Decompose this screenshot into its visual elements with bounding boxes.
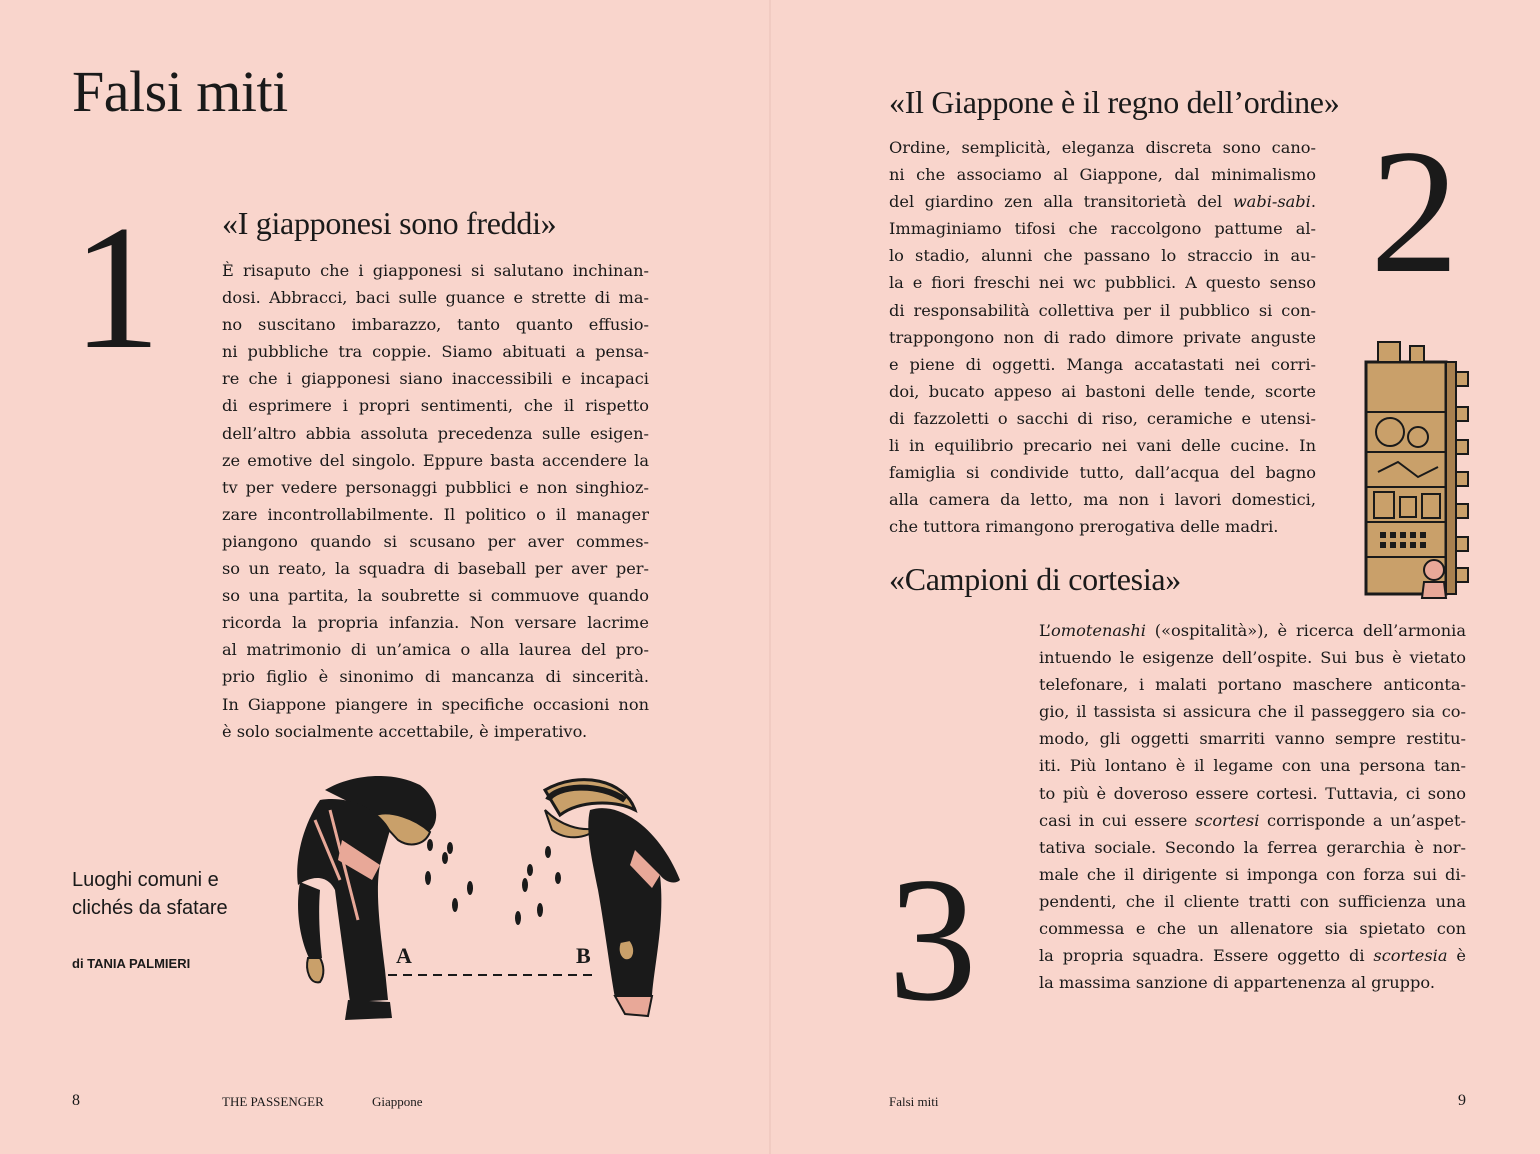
- body-line: so una partita, la soubrette si commuove quando: [222, 586, 649, 606]
- body-line: ni che associamo al Giappone, dal minimalismo: [889, 165, 1316, 185]
- point-a-label: A: [396, 943, 412, 968]
- body-line: Immaginiamo tifosi che raccolgono pattume al-: [889, 219, 1316, 239]
- article-subtitle: [72, 866, 228, 922]
- body-line: gio, il tassista si assicura che il passeggero sia co-: [1039, 702, 1466, 722]
- body-line: intuendo le esigenze dell’ospite. Sui bus è vietato: [1039, 648, 1466, 668]
- body-line: lo stadio, alunni che passano lo straccio in au-: [889, 246, 1316, 266]
- section-heading-2: «Il Giappone è il regno dell’ordine»: [889, 84, 1340, 120]
- body-line: la propria squadra. Essere oggetto di scortesia è: [1039, 946, 1466, 966]
- body-line: ni pubbliche tra coppie. Siamo abituati a pensa-: [222, 342, 649, 362]
- subtitle-line-1: Luoghi comuni e: [72, 869, 219, 891]
- body-line: L’omotenashi («ospitalità»), è ricerca dell’armonia: [1039, 621, 1466, 640]
- section-number-3: 3: [888, 840, 977, 1038]
- body-line: ricorda la propria infanzia. Non versare lacrime: [222, 613, 649, 633]
- body-line: male che il dirigente si imponga con forza sui di-: [1039, 864, 1466, 884]
- body-line: so un reato, la squadra di baseball per aver per-: [222, 559, 649, 579]
- body-line: ze emotive del singolo. Eppure basta accendere la: [222, 450, 649, 470]
- body-line: iti. Più lontano è il legame con una persona tan-: [1039, 756, 1466, 776]
- body-line: telefonare, i malati portano maschere anticonta-: [1039, 675, 1466, 695]
- body-line: la massima sanzione di appartenenza al gruppo.: [1039, 973, 1436, 993]
- body-line: di esprimere i propri sentimenti, che il rispetto: [222, 396, 649, 416]
- body-line: tv per vedere personaggi pubblici e non singhioz-: [222, 477, 649, 497]
- section-heading-1: «I giapponesi sono freddi»: [222, 205, 557, 241]
- body-line: no suscitano imbarazzo, tanto quanto effusio-: [222, 315, 649, 335]
- body-line: del giardino zen alla transitorietà del wabi-sabi.: [889, 192, 1316, 212]
- body-line: casi in cui essere scortesi corrisponde a un’aspet-: [1039, 810, 1466, 830]
- body-line: che tuttora rimangono prerogativa delle madri.: [889, 517, 1279, 537]
- magazine-name: THE PASSENGER: [222, 1094, 324, 1109]
- body-line: modo, gli oggetti smarriti vanno sempre restitu-: [1039, 729, 1466, 749]
- body-line: tativa sociale. Secondo la ferrea gerarchia è nor-: [1039, 837, 1466, 857]
- body-line: alla camera da letto, ma non i lavori domestici,: [889, 490, 1316, 510]
- body-line: di responsabilità collettiva per il pubblico si con-: [889, 300, 1316, 320]
- page-title: Falsi miti: [72, 59, 288, 124]
- bowing-woman-figure: [545, 780, 680, 1016]
- tear-drops: [425, 839, 561, 925]
- page-number-right: 9: [1458, 1092, 1466, 1109]
- body-line: la e fiori freschi nei wc pubblici. A questo senso: [889, 273, 1316, 293]
- body-line: è solo socialmente accettabile, è imperativo.: [222, 721, 588, 741]
- issue-name: Giappone: [372, 1094, 423, 1109]
- cluttered-cabinet-illustration: [1348, 332, 1478, 604]
- body-line: piangono quando si scusano per aver commes-: [222, 531, 649, 551]
- body-line: In Giappone piangere in specifiche occasioni non: [222, 694, 649, 714]
- bowing-figures-illustration: [280, 770, 710, 1025]
- subtitle-line-2: clichés da sfatare: [72, 897, 228, 919]
- body-line: al matrimonio di un’amica o alla laurea del pro-: [222, 640, 649, 660]
- body-line: famiglia si condivide tutto, dall’acqua del bagno: [889, 463, 1316, 483]
- point-b-label: B: [576, 943, 591, 968]
- body-line: e piene di oggetti. Manga accatastati nei corri-: [889, 354, 1316, 374]
- body-line: prio figlio è sinonimo di mancanza di sincerità.: [222, 667, 649, 687]
- body-line: re che i giapponesi siano inaccessibili e incapaci: [222, 369, 649, 389]
- bowing-man-figure: [297, 776, 436, 1020]
- body-line: to più è doveroso essere cortesi. Tuttavia, ci sono: [1039, 783, 1466, 803]
- section-body-3: [1039, 617, 1466, 996]
- section-heading-3: «Campioni di cortesia»: [889, 561, 1182, 597]
- body-line: di fazzoletti o sacchi di riso, ceramiche e utensi-: [889, 408, 1316, 428]
- page-number-left: 8: [72, 1092, 80, 1109]
- body-line: dosi. Abbracci, baci sulle guance e strette di ma-: [222, 288, 649, 308]
- body-line: commessa e che un allenatore sia spietato con: [1039, 919, 1466, 939]
- section-body-2: [889, 134, 1316, 540]
- section-body-1: [222, 257, 649, 745]
- body-line: trappongono non di rado dimore private anguste: [889, 327, 1316, 347]
- section-number-2: 2: [1370, 112, 1459, 310]
- body-line: doi, bucato appeso ai bastoni delle tende, scorte: [889, 381, 1316, 401]
- body-line: pendenti, che il cliente tratti con sufficienza una: [1039, 891, 1466, 911]
- body-line: zare incontrollabilmente. Il politico o il manager: [222, 504, 649, 524]
- body-line: È risaputo che i giapponesi si salutano inchinan-: [222, 261, 649, 280]
- body-line: li in equilibrio precario nei vani delle cucine. In: [889, 436, 1316, 456]
- running-section-label: Falsi miti: [889, 1094, 939, 1109]
- body-line: Ordine, semplicità, eleganza discreta sono cano-: [889, 138, 1316, 157]
- author-byline: di TANIA PALMIERI: [72, 956, 191, 971]
- right-page: [770, 0, 1540, 1154]
- section-number-1: 1: [72, 188, 161, 386]
- body-line: dell’altro abbia assoluta precedenza sulle esigen-: [222, 423, 649, 443]
